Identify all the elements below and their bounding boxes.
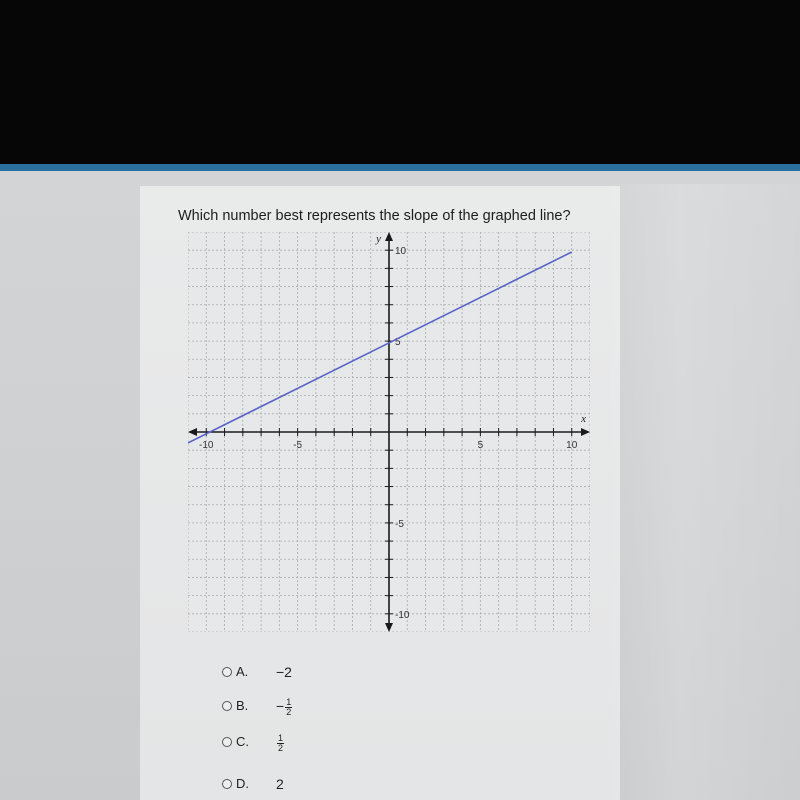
radio-a[interactable] (222, 667, 232, 677)
y-tick-label: -10 (395, 609, 410, 621)
choice-c-denominator: 2 (278, 743, 284, 753)
x-tick-label: -5 (293, 440, 303, 451)
choice-a-value: −2 (276, 664, 292, 680)
x-axis-label: x (581, 413, 586, 425)
x-tick-label: 5 (477, 440, 484, 451)
choice-c-fraction (277, 734, 284, 753)
choice-c[interactable] (222, 734, 382, 754)
question-text: Which number best represents the slope of the graphed line? (178, 208, 571, 224)
radio-c[interactable] (222, 737, 232, 747)
x-tick-label: -10 (199, 440, 214, 451)
choice-b-denominator: 2 (286, 707, 292, 717)
choice-c-value (276, 734, 284, 753)
choice-a-letter: A. (236, 664, 249, 679)
header-accent-bar (0, 164, 800, 171)
choice-c-numerator: 1 (278, 733, 284, 743)
choice-d-value: 2 (276, 776, 284, 792)
radio-d[interactable] (222, 779, 232, 789)
choice-c-letter: C. (236, 734, 249, 749)
radio-b[interactable] (222, 701, 232, 711)
choice-b-numerator: 1 (286, 697, 292, 707)
y-tick-label: 5 (395, 337, 401, 349)
choice-b[interactable] (222, 698, 382, 718)
choice-b-value (276, 698, 292, 717)
x-tick-label: 10 (566, 440, 578, 451)
y-tick-label: -5 (395, 518, 404, 530)
choice-d-letter: D. (236, 776, 249, 791)
choice-b-sign: − (276, 698, 285, 715)
coordinate-graph (188, 232, 590, 632)
choice-a[interactable] (222, 664, 382, 684)
monitor-bezel (0, 0, 800, 164)
y-axis-label: y (376, 233, 381, 245)
choice-b-fraction (285, 698, 292, 717)
screen-glare (600, 184, 800, 800)
screen (0, 164, 800, 800)
y-tick-label: 10 (395, 246, 407, 258)
choice-b-letter: B. (236, 698, 249, 713)
choice-d[interactable] (222, 776, 382, 796)
